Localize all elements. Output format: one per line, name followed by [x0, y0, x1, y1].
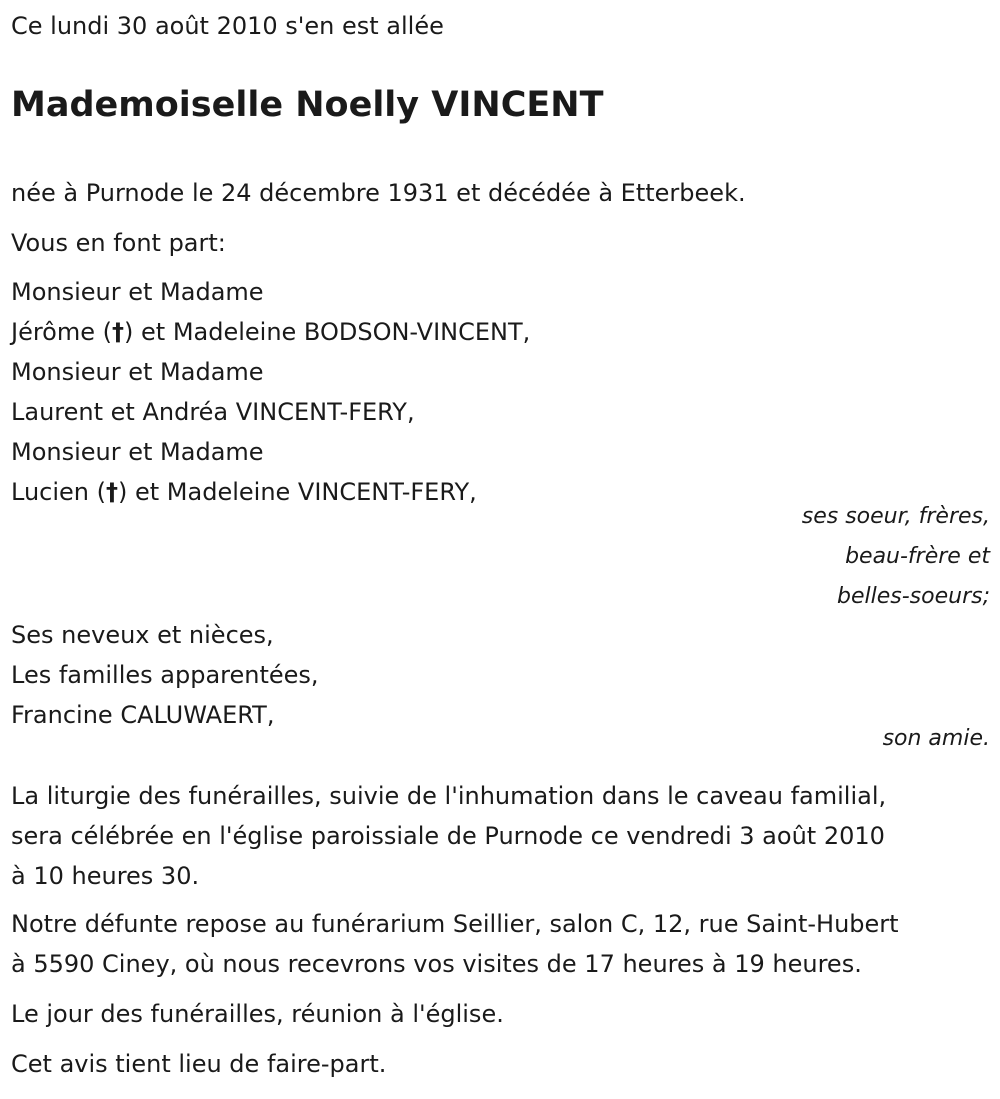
closing-text: Cet avis tient lieu de faire-part.	[11, 1050, 387, 1078]
family-line-2-end: ) et Madeleine BODSON-VINCENT,	[124, 318, 531, 346]
announce-text: Vous en font part:	[11, 229, 226, 257]
cross-icon: †	[112, 318, 125, 346]
cross-icon: †	[106, 478, 118, 506]
liturgy-line-1: La liturgie des funérailles, suivie de l'inhumation dans le caveau familial,	[11, 782, 887, 810]
meeting-text: Le jour des funérailles, réunion à l'église.	[11, 1000, 504, 1028]
deceased-name: Mademoiselle Noelly VINCENT	[11, 85, 604, 125]
liturgy-line-2: sera célébrée en l'église paroissiale de Purnode ce vendredi 3 août 2010	[11, 822, 885, 850]
rest-line-1: Notre défunte repose au funérarium Seillier, salon C, 12, rue Saint-Hubert	[11, 910, 899, 938]
friend-relation: son amie.	[882, 726, 990, 751]
intro-text: Ce lundi 30 août 2010 s'en est allée	[11, 12, 444, 40]
family-line-2-start: Jérôme (	[11, 318, 113, 346]
family-line-5: Monsieur et Madame	[11, 438, 264, 466]
liturgy-section	[11, 776, 990, 896]
family-line-6-end: ) et Madeleine VINCENT-FERY,	[118, 478, 477, 506]
meeting-section	[11, 994, 990, 1034]
birth-death-section	[11, 173, 990, 213]
relation-line-3: belles-soeurs;	[837, 584, 990, 609]
relation-line-2: beau-frère et	[845, 544, 990, 569]
family-line-1: Monsieur et Madame	[11, 278, 264, 306]
closing-section	[11, 1044, 990, 1084]
family-line-6-start: Lucien (	[11, 478, 106, 506]
others-line-1: Ses neveux et nièces,	[11, 621, 274, 649]
family-line-4: Laurent et Andréa VINCENT-FERY,	[11, 398, 415, 426]
announce-section	[11, 223, 990, 263]
others-section	[11, 615, 990, 735]
others-line-3: Francine CALUWAERT,	[11, 701, 275, 729]
family-section	[11, 272, 990, 512]
family-relation	[11, 497, 990, 617]
family-line-2	[11, 312, 990, 352]
others-relation	[11, 719, 990, 759]
family-line-3: Monsieur et Madame	[11, 358, 264, 386]
relation-line-1: ses soeur, frères,	[801, 504, 990, 529]
birth-death-text: née à Purnode le 24 décembre 1931 et décédée à Etterbeek.	[11, 179, 746, 207]
rest-line-2: à 5590 Ciney, où nous recevrons vos visites de 17 heures à 19 heures.	[11, 950, 862, 978]
others-line-2: Les familles apparentées,	[11, 661, 319, 689]
rest-section	[11, 904, 990, 984]
liturgy-line-3: à 10 heures 30.	[11, 862, 200, 890]
